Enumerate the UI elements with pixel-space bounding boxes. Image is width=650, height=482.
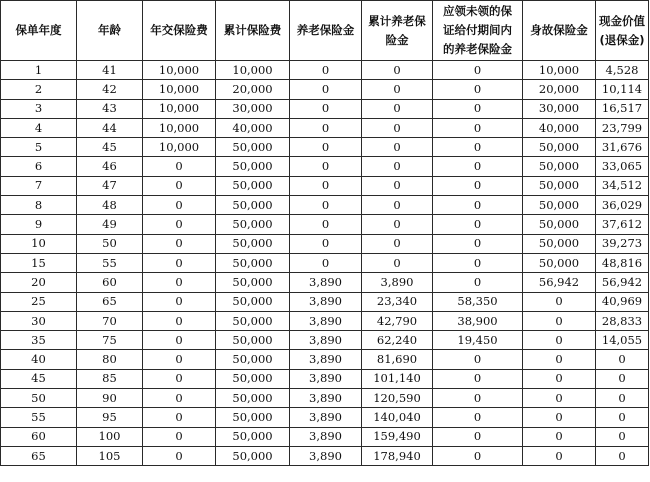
table-row [1, 234, 649, 253]
cell-cash-value: 33,065 [596, 157, 649, 176]
cell-cumulative-premium: 50,000 [216, 215, 290, 234]
cell-unclaimed-guaranteed-pension: 0 [433, 176, 523, 195]
cell-cash-value: 0 [596, 389, 649, 408]
cell-annual-premium: 0 [143, 389, 216, 408]
cell-age: 50 [77, 234, 143, 253]
cell-cumulative-pension: 0 [362, 118, 433, 137]
cell-unclaimed-guaranteed-pension: 38,900 [433, 311, 523, 330]
table-row [1, 446, 649, 465]
cell-age: 41 [77, 61, 143, 80]
cell-pension-benefit: 0 [290, 253, 362, 272]
cell-cumulative-pension: 3,890 [362, 273, 433, 292]
cell-cumulative-premium: 50,000 [216, 196, 290, 215]
cell-policy-year: 15 [1, 253, 77, 272]
cell-cash-value: 48,816 [596, 253, 649, 272]
cell-cash-value: 23,799 [596, 118, 649, 137]
table-row [1, 427, 649, 446]
cell-age: 47 [77, 176, 143, 195]
cell-death-benefit: 0 [523, 427, 596, 446]
cell-age: 44 [77, 118, 143, 137]
cell-death-benefit: 50,000 [523, 234, 596, 253]
cell-unclaimed-guaranteed-pension: 0 [433, 369, 523, 388]
table-row [1, 99, 649, 118]
cell-annual-premium: 10,000 [143, 118, 216, 137]
cell-policy-year: 5 [1, 138, 77, 157]
cell-policy-year: 40 [1, 350, 77, 369]
cell-pension-benefit: 3,890 [290, 369, 362, 388]
cell-annual-premium: 0 [143, 446, 216, 465]
cell-annual-premium: 0 [143, 369, 216, 388]
cell-age: 48 [77, 196, 143, 215]
cell-cash-value: 40,969 [596, 292, 649, 311]
header-unclaimed-guaranteed-pension: 应领未领的保 证给付期间内 的养老保险金 [433, 1, 523, 61]
cell-death-benefit: 0 [523, 446, 596, 465]
cell-cumulative-premium: 50,000 [216, 389, 290, 408]
cell-cumulative-pension: 0 [362, 61, 433, 80]
cell-cumulative-pension: 0 [362, 253, 433, 272]
cell-pension-benefit: 3,890 [290, 331, 362, 350]
header-pension-benefit: 养老保险金 [290, 1, 362, 61]
cell-age: 80 [77, 350, 143, 369]
cell-cumulative-pension: 0 [362, 196, 433, 215]
cell-death-benefit: 20,000 [523, 80, 596, 99]
cell-annual-premium: 0 [143, 311, 216, 330]
cell-cumulative-pension: 0 [362, 234, 433, 253]
cell-policy-year: 4 [1, 118, 77, 137]
cell-death-benefit: 0 [523, 408, 596, 427]
cell-policy-year: 45 [1, 369, 77, 388]
cell-annual-premium: 0 [143, 350, 216, 369]
cell-age: 49 [77, 215, 143, 234]
header-row [1, 1, 649, 61]
cell-cumulative-premium: 30,000 [216, 99, 290, 118]
cell-annual-premium: 0 [143, 427, 216, 446]
cell-cumulative-pension: 0 [362, 80, 433, 99]
cell-pension-benefit: 0 [290, 61, 362, 80]
cell-unclaimed-guaranteed-pension: 0 [433, 138, 523, 157]
cell-age: 90 [77, 389, 143, 408]
cell-unclaimed-guaranteed-pension: 19,450 [433, 331, 523, 350]
header-death-benefit: 身故保险金 [523, 1, 596, 61]
cell-age: 42 [77, 80, 143, 99]
cell-pension-benefit: 0 [290, 157, 362, 176]
cell-cumulative-pension: 0 [362, 138, 433, 157]
cell-unclaimed-guaranteed-pension: 0 [433, 350, 523, 369]
header-cash-value: 现金价值 (退保金) [596, 1, 649, 61]
cell-cumulative-premium: 50,000 [216, 408, 290, 427]
cell-cumulative-premium: 10,000 [216, 61, 290, 80]
cell-age: 60 [77, 273, 143, 292]
header-cumulative-pension: 累计养老保 险金 [362, 1, 433, 61]
table-row [1, 176, 649, 195]
cell-cumulative-pension: 120,590 [362, 389, 433, 408]
cell-cumulative-premium: 50,000 [216, 253, 290, 272]
cell-cash-value: 31,676 [596, 138, 649, 157]
cell-unclaimed-guaranteed-pension: 58,350 [433, 292, 523, 311]
cell-unclaimed-guaranteed-pension: 0 [433, 408, 523, 427]
cell-policy-year: 60 [1, 427, 77, 446]
cell-policy-year: 35 [1, 331, 77, 350]
cell-cumulative-premium: 50,000 [216, 176, 290, 195]
cell-policy-year: 2 [1, 80, 77, 99]
cell-unclaimed-guaranteed-pension: 0 [433, 273, 523, 292]
cell-annual-premium: 0 [143, 292, 216, 311]
cell-annual-premium: 0 [143, 196, 216, 215]
table-row [1, 196, 649, 215]
cell-policy-year: 30 [1, 311, 77, 330]
cell-cumulative-pension: 62,240 [362, 331, 433, 350]
cell-age: 85 [77, 369, 143, 388]
cell-pension-benefit: 0 [290, 176, 362, 195]
table-row [1, 253, 649, 272]
cell-pension-benefit: 0 [290, 138, 362, 157]
cell-age: 55 [77, 253, 143, 272]
cell-annual-premium: 10,000 [143, 99, 216, 118]
cell-policy-year: 9 [1, 215, 77, 234]
cell-death-benefit: 0 [523, 331, 596, 350]
cell-policy-year: 3 [1, 99, 77, 118]
cell-cumulative-pension: 0 [362, 99, 433, 118]
cell-pension-benefit: 3,890 [290, 389, 362, 408]
cell-pension-benefit: 3,890 [290, 311, 362, 330]
table-row [1, 331, 649, 350]
cell-policy-year: 20 [1, 273, 77, 292]
cell-death-benefit: 0 [523, 369, 596, 388]
cell-cash-value: 34,512 [596, 176, 649, 195]
cell-pension-benefit: 3,890 [290, 427, 362, 446]
cell-policy-year: 7 [1, 176, 77, 195]
cell-age: 46 [77, 157, 143, 176]
cell-policy-year: 10 [1, 234, 77, 253]
table-header [1, 1, 649, 61]
cell-unclaimed-guaranteed-pension: 0 [433, 157, 523, 176]
cell-pension-benefit: 0 [290, 234, 362, 253]
cell-cumulative-premium: 50,000 [216, 350, 290, 369]
cell-cumulative-premium: 50,000 [216, 138, 290, 157]
cell-age: 100 [77, 427, 143, 446]
table-row [1, 215, 649, 234]
cell-annual-premium: 0 [143, 408, 216, 427]
cell-cumulative-premium: 50,000 [216, 369, 290, 388]
cell-pension-benefit: 0 [290, 118, 362, 137]
cell-annual-premium: 10,000 [143, 138, 216, 157]
cell-annual-premium: 10,000 [143, 61, 216, 80]
table-row [1, 369, 649, 388]
cell-cumulative-premium: 50,000 [216, 427, 290, 446]
cell-death-benefit: 0 [523, 350, 596, 369]
cell-age: 45 [77, 138, 143, 157]
cell-policy-year: 8 [1, 196, 77, 215]
table-body [1, 61, 649, 466]
cell-cash-value: 37,612 [596, 215, 649, 234]
cell-cumulative-premium: 50,000 [216, 311, 290, 330]
cell-age: 105 [77, 446, 143, 465]
cell-pension-benefit: 0 [290, 215, 362, 234]
cell-cumulative-premium: 50,000 [216, 292, 290, 311]
cell-death-benefit: 50,000 [523, 196, 596, 215]
cell-cash-value: 0 [596, 369, 649, 388]
cell-cumulative-premium: 50,000 [216, 273, 290, 292]
cell-unclaimed-guaranteed-pension: 0 [433, 427, 523, 446]
cell-policy-year: 55 [1, 408, 77, 427]
cell-age: 43 [77, 99, 143, 118]
cell-death-benefit: 50,000 [523, 138, 596, 157]
cell-death-benefit: 30,000 [523, 99, 596, 118]
header-policy-year: 保单年度 [1, 1, 77, 61]
cell-cumulative-pension: 101,140 [362, 369, 433, 388]
cell-death-benefit: 0 [523, 311, 596, 330]
cell-policy-year: 65 [1, 446, 77, 465]
cell-pension-benefit: 0 [290, 80, 362, 99]
cell-cash-value: 0 [596, 446, 649, 465]
table-row [1, 350, 649, 369]
table-row [1, 389, 649, 408]
cell-annual-premium: 0 [143, 215, 216, 234]
cell-death-benefit: 0 [523, 389, 596, 408]
cell-cumulative-pension: 81,690 [362, 350, 433, 369]
cell-unclaimed-guaranteed-pension: 0 [433, 196, 523, 215]
table-row [1, 80, 649, 99]
cell-death-benefit: 50,000 [523, 253, 596, 272]
cell-death-benefit: 50,000 [523, 215, 596, 234]
cell-policy-year: 1 [1, 61, 77, 80]
cell-pension-benefit: 0 [290, 196, 362, 215]
cell-cumulative-premium: 40,000 [216, 118, 290, 137]
cell-annual-premium: 0 [143, 176, 216, 195]
cell-cumulative-pension: 23,340 [362, 292, 433, 311]
cell-unclaimed-guaranteed-pension: 0 [433, 389, 523, 408]
cell-cash-value: 0 [596, 427, 649, 446]
cell-pension-benefit: 3,890 [290, 408, 362, 427]
cell-unclaimed-guaranteed-pension: 0 [433, 215, 523, 234]
table-row [1, 292, 649, 311]
cell-cash-value: 16,517 [596, 99, 649, 118]
cell-death-benefit: 40,000 [523, 118, 596, 137]
cell-death-benefit: 56,942 [523, 273, 596, 292]
cell-cumulative-premium: 50,000 [216, 446, 290, 465]
table-row [1, 61, 649, 80]
cell-cash-value: 36,029 [596, 196, 649, 215]
table-row [1, 273, 649, 292]
cell-pension-benefit: 3,890 [290, 273, 362, 292]
cell-unclaimed-guaranteed-pension: 0 [433, 253, 523, 272]
header-annual-premium: 年交保险费 [143, 1, 216, 61]
cell-annual-premium: 0 [143, 157, 216, 176]
cell-cumulative-premium: 20,000 [216, 80, 290, 99]
cell-cumulative-pension: 0 [362, 176, 433, 195]
cell-unclaimed-guaranteed-pension: 0 [433, 61, 523, 80]
cell-age: 75 [77, 331, 143, 350]
cell-annual-premium: 0 [143, 331, 216, 350]
table-row [1, 138, 649, 157]
cell-pension-benefit: 3,890 [290, 446, 362, 465]
cell-cumulative-pension: 159,490 [362, 427, 433, 446]
table-row [1, 118, 649, 137]
cell-cash-value: 39,273 [596, 234, 649, 253]
cell-pension-benefit: 3,890 [290, 350, 362, 369]
cell-cumulative-premium: 50,000 [216, 331, 290, 350]
cell-cash-value: 28,833 [596, 311, 649, 330]
table-row [1, 311, 649, 330]
cell-unclaimed-guaranteed-pension: 0 [433, 446, 523, 465]
cell-cumulative-pension: 0 [362, 215, 433, 234]
cell-pension-benefit: 3,890 [290, 292, 362, 311]
cell-cash-value: 0 [596, 408, 649, 427]
cell-unclaimed-guaranteed-pension: 0 [433, 234, 523, 253]
cell-unclaimed-guaranteed-pension: 0 [433, 80, 523, 99]
cell-cash-value: 14,055 [596, 331, 649, 350]
cell-cash-value: 4,528 [596, 61, 649, 80]
cell-unclaimed-guaranteed-pension: 0 [433, 99, 523, 118]
cell-annual-premium: 10,000 [143, 80, 216, 99]
cell-cumulative-pension: 140,040 [362, 408, 433, 427]
cell-pension-benefit: 0 [290, 99, 362, 118]
cell-cumulative-premium: 50,000 [216, 234, 290, 253]
cell-annual-premium: 0 [143, 253, 216, 272]
cell-death-benefit: 50,000 [523, 176, 596, 195]
cell-death-benefit: 50,000 [523, 157, 596, 176]
cell-policy-year: 25 [1, 292, 77, 311]
header-age: 年龄 [77, 1, 143, 61]
cell-cash-value: 10,114 [596, 80, 649, 99]
cell-cumulative-pension: 42,790 [362, 311, 433, 330]
cell-annual-premium: 0 [143, 273, 216, 292]
cell-age: 95 [77, 408, 143, 427]
header-cumulative-premium: 累计保险费 [216, 1, 290, 61]
cell-annual-premium: 0 [143, 234, 216, 253]
cell-age: 65 [77, 292, 143, 311]
cell-death-benefit: 10,000 [523, 61, 596, 80]
cell-cumulative-pension: 178,940 [362, 446, 433, 465]
cell-cumulative-premium: 50,000 [216, 157, 290, 176]
cell-unclaimed-guaranteed-pension: 0 [433, 118, 523, 137]
cell-policy-year: 50 [1, 389, 77, 408]
cell-cash-value: 56,942 [596, 273, 649, 292]
cell-death-benefit: 0 [523, 292, 596, 311]
cell-age: 70 [77, 311, 143, 330]
table-row [1, 408, 649, 427]
cell-cash-value: 0 [596, 350, 649, 369]
cell-cumulative-pension: 0 [362, 157, 433, 176]
table-row [1, 157, 649, 176]
cell-policy-year: 6 [1, 157, 77, 176]
